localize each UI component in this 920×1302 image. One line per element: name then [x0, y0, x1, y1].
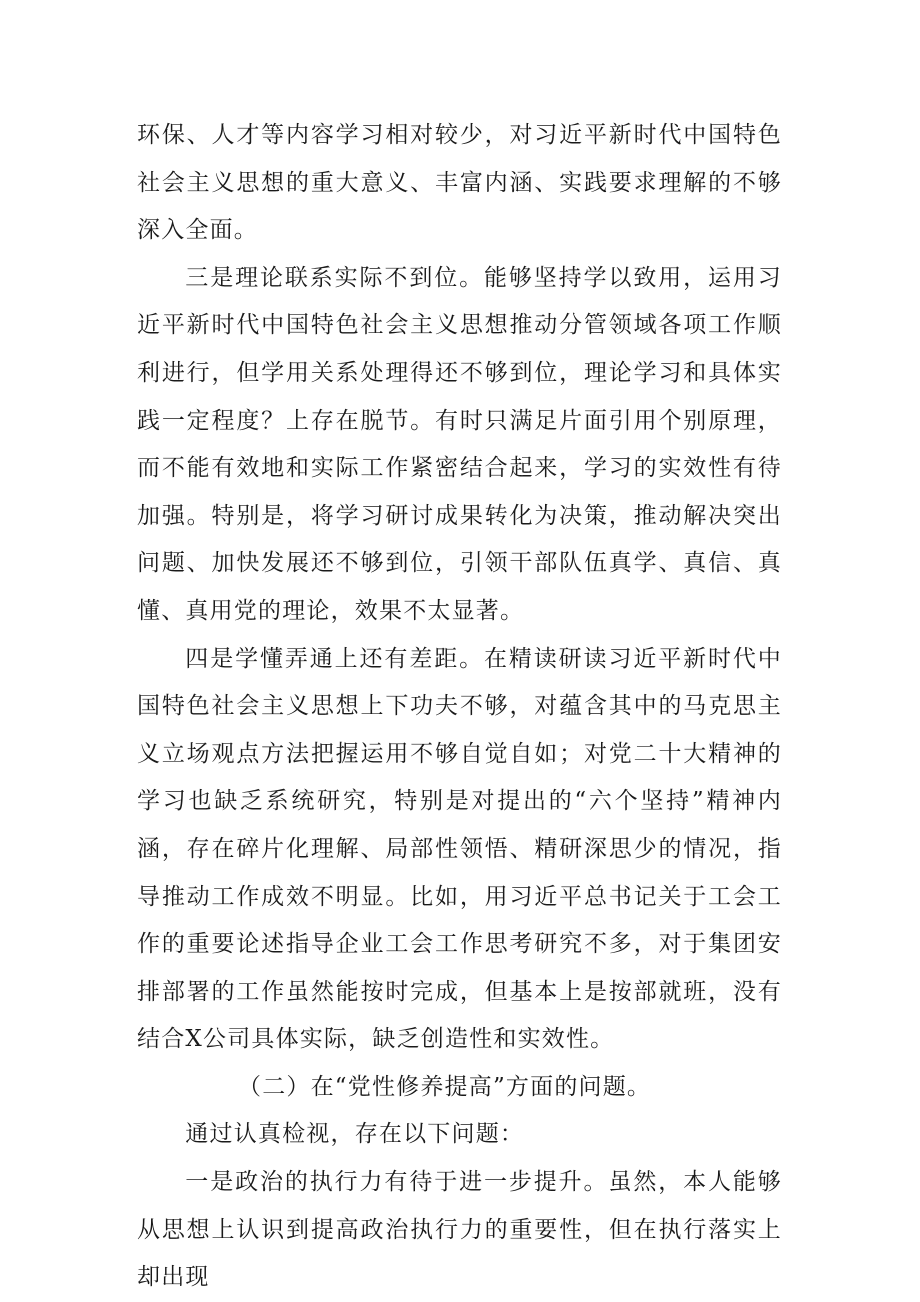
section-heading: （二）在“党性修养提高”方面的问题。 [238, 1073, 652, 1100]
paragraph-understanding-gap: 四是学懂弄通上还有差距。在精读研读习近平新时代中国特色社会主义思想上下功夫不够，对蕴含其中的马克思主义立场观点方法把握运用不够自觉自如；对党二十大精神的学习也缺乏系统研究，特别是对提出的“六个坚持”精神内涵，存在碎片化理解、局部性领悟、精研深思少的情况，指导推动工作成效不明显。比如，用习近平总书记关于工会工作的重要论述指导企业工会工作思考研究不多，对于集团安排部署的工作虽然能按时完成，但基本上是按部就班，没有结合X公司具体实际，缺乏创造性和实效性。 [137, 645, 782, 1053]
paragraph-continuation: 环保、人才等内容学习相对较少，对习近平新时代中国特色社会主义思想的重大意义、丰富内涵、实践要求理解的不够深入全面。 [137, 122, 782, 244]
document-page [137, 112, 782, 1302]
paragraph-theory-practice: 三是理论联系实际不到位。能够坚持学以致用，运用习近平新时代中国特色社会主义思想推动分管领域各项工作顺利进行，但学用关系处理得还不够到位，理论学习和具体实践一定程度？上存在脱节。有时只满足片面引用个别原理，而不能有效地和实际工作紧密结合起来，学习的实效性有待加强。特别是，将学习研讨成果转化为决策，推动解决突出问题、加快发展还不够到位，引领干部队伍真学、真信、真懂、真用党的理论，效果不太显著。 [137, 264, 782, 624]
paragraph-intro: 通过认真检视，存在以下问题： [185, 1121, 525, 1148]
paragraph-political-execution: 一是政治的执行力有待于进一步提升。虽然，本人能够从思想上认识到提高政治执行力的重要性，但在执行落实上却出现 [137, 1169, 782, 1291]
